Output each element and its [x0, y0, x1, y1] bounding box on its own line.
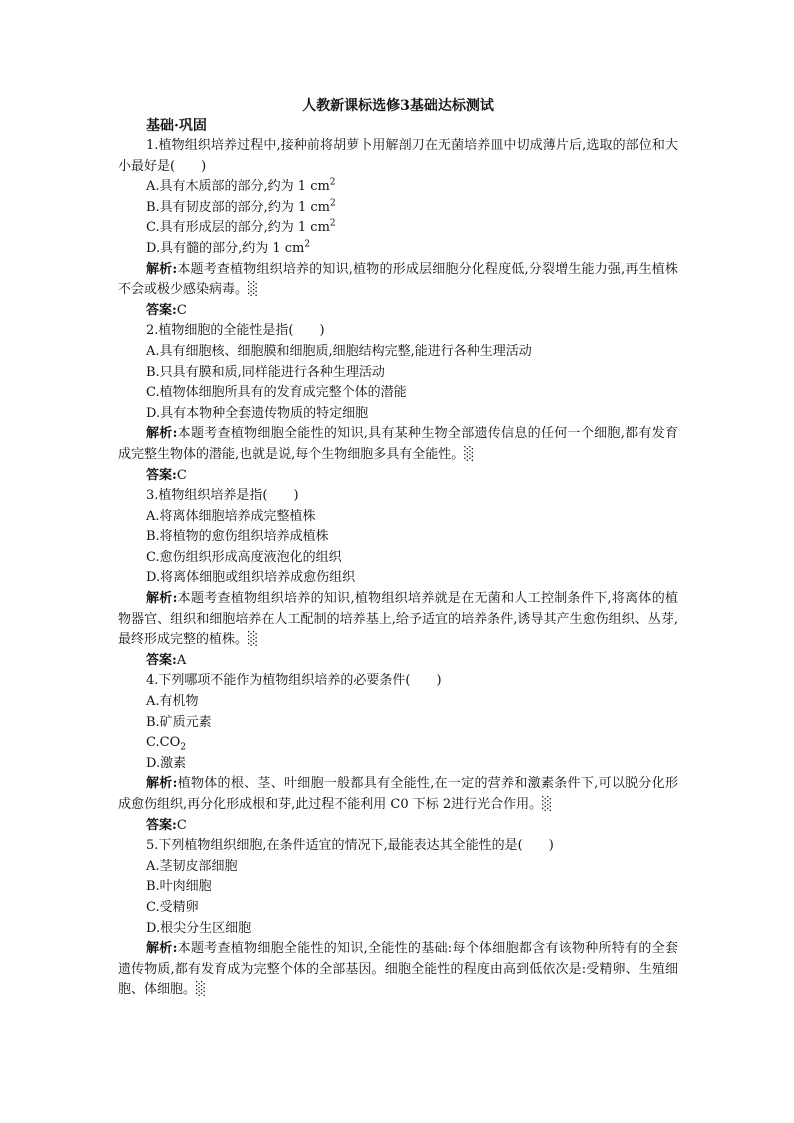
question-4-option-c: $C.CO_2$: [146, 735, 186, 753]
question-5-option-d: D.根尖分生区细胞: [146, 920, 252, 936]
analysis-label: 解析:: [146, 591, 178, 607]
question-1-option-a: A.具有木质部的部分,约为 1 $cm^2$: [146, 177, 336, 195]
question-5-option-a: A.茎韧皮部细胞: [146, 858, 238, 874]
question-5-stem: 5.下列植物组织细胞,在条件适宜的情况下,最能表达其全能性的是( ): [146, 838, 554, 854]
answer-label: 答案:: [146, 652, 177, 668]
question-1-option-b: B.具有韧皮部的部分,约为 1 $cm^2$: [146, 198, 336, 215]
section-heading: 基础·巩固: [146, 118, 207, 134]
question-3-option-b: B.将植物的愈伤组织培养成植株: [146, 529, 329, 545]
question-2-option-d: D.具有本物种全套遗传物质的特定细胞: [146, 405, 369, 421]
answer-label: 答案:: [146, 817, 177, 833]
question-5-analysis: 解析:本题考查植物细胞全能性的知识,全能性的基础:每个体细胞都含有该物种所特有的全套遗传物质,都有发育成为完整个体的全部基因。细胞全能性的程度由高到低依次是:受精卵、生殖细胞、体细胞。░: [118, 941, 678, 998]
analysis-label: 解析:: [146, 261, 178, 277]
question-5-option-b: B.叶肉细胞: [146, 879, 212, 895]
question-1: [118, 136, 678, 321]
question-3-stem: 3.植物组织培养是指( ): [146, 488, 299, 504]
question-4-stem: 4.下列哪项不能作为植物组织培养的必要条件( ): [146, 673, 442, 689]
question-5: [118, 836, 678, 1001]
question-4-option-a: A.有机物: [146, 694, 199, 710]
question-4: [118, 671, 678, 836]
question-3-analysis: 解析:本题考查植物组织培养的知识,植物组织培养就是在无菌和人工控制条件下,将离体的植物器官、组织和细胞培养在人工配制的培养基上,给予适宜的培养条件,诱导其产生愈伤组织、丛芽,最终形成完整的植株。░: [118, 591, 678, 648]
question-3-answer: 答案:A: [146, 652, 187, 668]
question-1-option-d: D.具有髓的部分,约为 1 $cm^2$: [146, 239, 311, 256]
question-1-answer: 答案:C: [146, 302, 187, 318]
end-mark: ░: [248, 282, 259, 298]
analysis-label: 解析:: [146, 941, 178, 957]
question-2-answer: 答案:C: [146, 467, 187, 483]
question-4-option-b: B.矿质元素: [146, 714, 212, 730]
question-3-option-c: C.愈伤组织形成高度液泡化的组织: [146, 549, 342, 565]
end-mark: ░: [464, 446, 475, 462]
answer-label: 答案:: [146, 467, 177, 483]
analysis-label: 解析:: [146, 426, 178, 442]
question-3-option-d: D.将离体细胞或组织培养成愈伤组织: [146, 570, 356, 586]
question-1-option-c: C.具有形成层的部分,约为 1 $cm^2$: [146, 219, 336, 236]
question-3-option-a: A.将离体细胞培养成完整植株: [146, 508, 316, 524]
question-2-option-c: C.植物体细胞所具有的发育成完整个体的潜能: [146, 385, 407, 401]
question-2: [118, 321, 678, 486]
question-4-analysis: 解析:植物体的根、茎、叶细胞一般都具有全能性,在一定的营养和激素条件下,可以脱分化形成愈伤组织,再分化形成根和芽,此过程不能利用 C0 下标 2进行光合作用。░: [118, 776, 678, 812]
question-2-option-b: B.只具有膜和质,同样能进行各种生理活动: [146, 364, 385, 380]
question-2-stem: 2.植物细胞的全能性是指( ): [146, 323, 325, 339]
end-mark: ░: [542, 797, 553, 812]
document-title: 人教新课标选修3基础达标测试: [302, 98, 494, 114]
question-4-option-d: D.激素: [146, 755, 187, 771]
question-2-option-a: A.具有细胞核、细胞膜和细胞质,细胞结构完整,能进行各种生理活动: [146, 343, 532, 359]
analysis-label: 解析:: [146, 776, 178, 792]
end-mark: ░: [248, 632, 259, 648]
end-mark: ░: [196, 982, 207, 998]
question-3: [118, 486, 678, 671]
question-2-analysis: 解析:本题考查植物细胞全能性的知识,具有某种生物全部遗传信息的任何一个细胞,都有发育成完整生物体的潜能,也就是说,每个生物细胞多具有全能性。░: [118, 426, 678, 462]
question-1-stem: 1.植物组织培养过程中,接种前将胡萝卜用解剖刀在无菌培养皿中切成薄片后,选取的部位和大小最好是( ): [118, 138, 678, 174]
question-1-analysis: 解析:本题考查植物组织培养的知识,植物的形成层细胞分化程度低,分裂增生能力强,再生植株不会或极少感染病毒。░: [118, 261, 678, 298]
document-page: [118, 96, 678, 1001]
question-5-option-c: C.受精卵: [146, 899, 199, 915]
answer-label: 答案:: [146, 302, 177, 318]
question-4-answer: 答案:C: [146, 817, 187, 833]
